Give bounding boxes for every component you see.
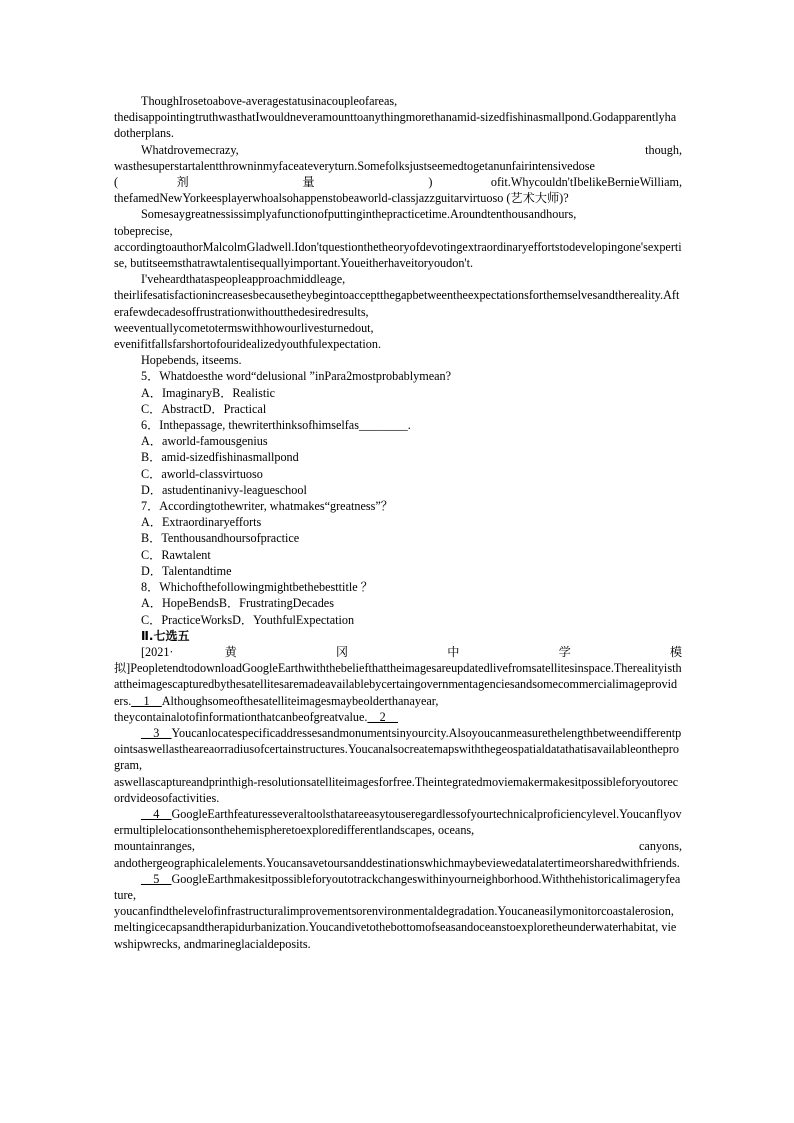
text-run: GoogleEarthfeaturesseveraltoolsthatareeasytouseregardlessofyourtechnicalproficiencylevel.Youcanflyovermultiplelocationsonthehemispheretoexploredifferentlandscapes, (114, 806, 682, 838)
section2-para-d (114, 871, 682, 903)
text-run: 中 (447, 644, 508, 659)
text-run: 学 (558, 644, 619, 659)
section2-para-c-line (114, 838, 682, 854)
question-6-stem: 6．Inthepassage, thewriterthinksofhimselfas________. (141, 418, 411, 433)
section2-para-d3: meltingicecapsandtherapidurbanization.Youcandivetothebottomofseasandoceanstoexploretheunderwaterhabitat, viewshipwrecks, andmarineglacialdeposits. (114, 920, 677, 951)
document-page (114, 93, 682, 952)
section2-para-c (114, 806, 682, 838)
text-run: oceans, (438, 823, 475, 838)
question-6-option[interactable]: B．amid-sizedfishinasmallpond (141, 450, 299, 465)
question-8-option[interactable]: C．PracticeWorksD．YouthfulExpectation (141, 612, 355, 627)
text-run: [2021· (141, 644, 174, 659)
text-run: 黄 (224, 644, 285, 659)
reading-p4-body: theirlifesatisfactionincreasesbecausetheybegintoacceptthegapbetweentheexpectationsforthemselvesandthereality.Afterafewdecadesoffrustrationwithoutthedesiredresults, (114, 288, 680, 319)
question-7-option[interactable]: D．Talentandtime (141, 563, 232, 578)
text-run: theycontainalotofinformationthatcanbeofgreatvalue. (114, 709, 368, 724)
blank-3[interactable]: __3__ (141, 725, 172, 740)
text-run: 量 (302, 175, 370, 190)
reading-p4-line1: I'veheardthataspeopleapproachmiddleage, (141, 272, 346, 287)
text-run: though, (645, 142, 682, 157)
question-8-stem: 8．Whichofthefollowingmightbethebesttitle ？ (141, 580, 373, 595)
blank-2[interactable]: __2__ (367, 709, 398, 724)
question-7-stem: 7．Accordingtothewriter, whatmakes“greatness”？ (141, 499, 393, 514)
reading-p4-line3: weeventuallycometotermswithhowourlivesturnedout, (114, 320, 374, 335)
reading-p3-line1: Somesaygreatnessissimplyafunctionofputtinginthepracticetime.Aroundtenthousandhours, (141, 207, 577, 222)
text-run: Whatdrovemecrazy, (141, 142, 239, 157)
text-run: mountainranges, (114, 839, 195, 854)
text-run: GoogleEarthmakesitpossibleforyoutotrackchangeswithinyourneighborhood.Withthehistoricalimageryfeature, (114, 871, 681, 902)
question-7-option[interactable]: B．Tenthousandhoursofpractice (141, 531, 300, 546)
text-run: ( (114, 175, 119, 190)
text-run: Youcanlocatespecificaddressesandmonumentsinyourcity.Alsoyoucanmeasurethelengthbetweendifferentpointsaswellastheareaorradiusofcertainstructures.Youcanalsocreatemapswiththegeospatialdatathatisavailableontheprogram, (114, 725, 682, 773)
reading-p1-line1: ThoughIrosetoabove-averagestatusinacoupleofareas, (141, 94, 398, 108)
reading-p5: Hopebends, itseems. (141, 353, 242, 368)
text-run: 模 (669, 644, 683, 659)
question-6-option[interactable]: A．aworld-famousgenius (141, 434, 268, 449)
question-7-option[interactable]: A．Extraordinaryefforts (141, 515, 262, 530)
reading-p2-line4: thefamedNewYorkeesplayerwhoalsohappenstobeaworld-classjazzguitarvirtuoso (艺术大师)? (114, 191, 569, 206)
text-run: 拟]PeopletendtodownloadGoogleEarthwiththebeliefthattheimagesareupdatedlivefromsatellitesinspace.Therealityisthattheimagescapturedbythesatellitesaremadeavailablebycertaingovernmentagenciesandsomecommercialimageproviders. (114, 661, 682, 708)
blank-5[interactable]: __5__ (141, 871, 172, 886)
question-8-option[interactable]: A．HopeBendsB．FrustratingDecades (141, 596, 334, 611)
section2-para-d2: youcanfindthelevelofinfrastructuralimprovementsorenvironmentaldegradation.Youcaneasilymonitorcoastalerosion, (114, 904, 674, 919)
reading-p2-line3 (114, 174, 682, 190)
section2-source-line (114, 644, 682, 660)
section2-para-c2: andothergeographicalelements.Youcansavetoursanddestinationswhichmaybeviewedatalatertimeorsharedwithfriends. (114, 855, 680, 870)
reading-p2-line1 (114, 142, 682, 158)
question-5-stem: 5．Whatdoesthe word“delusional ”inPara2mostprobablymean? (141, 369, 452, 384)
blank-4[interactable]: __4__ (141, 806, 172, 821)
reading-p3-body: accordingtoauthorMalcolmGladwell.Idon'tquestionthetheoryofdevotingextraordinaryeffortstodevelopingone'sexpertise, butitseemsthatrawtalentisequallyimportant.Youeitherhaveitoryoudon't. (114, 239, 682, 271)
text-run: canyons, (639, 839, 682, 854)
reading-p1-body: thedisappointingtruthwasthatIwouldneveramounttoanythingmorethanamid-sizedfishinasmallpond.Godapparentlyhadotherplans. (114, 110, 677, 141)
text-run: 冈 (335, 644, 397, 659)
section2-para-a-last (114, 709, 682, 725)
question-5-option[interactable]: A．ImaginaryB．Realistic (141, 385, 276, 400)
section2-para-b2: aswellascaptureandprinthigh-resolutionsatelliteimagesforfree.Theintegratedmoviemakermakesitpossibleforyoutorecordvideosofactivities. (114, 774, 679, 805)
question-6-option[interactable]: D．astudentinanivy-leagueschool (141, 482, 307, 497)
reading-p2-line2: wasthesuperstartalentthrowninmyfaceateveryturn.Somefolksjustseemedtogetanunfairintensivedose (114, 158, 595, 173)
reading-p3-line2: tobeprecise, (114, 223, 173, 238)
text-run: ofit.Whycouldn'tIbelikeBernieWilliam, (490, 175, 683, 190)
section2-para-b (114, 725, 682, 774)
text-run: ) (428, 175, 433, 190)
question-5-option[interactable]: C．AbstractD．Practical (141, 401, 267, 416)
reading-p4-line4: evenifitfallsfarshortofouridealizedyouthfulexpectation. (114, 337, 382, 352)
section2-para-a (114, 660, 682, 709)
question-7-option[interactable]: C．Rawtalent (141, 547, 211, 562)
text-run: Althoughsomeofthesatelliteimagesmaybeolderthanayear, (161, 693, 439, 708)
blank-1[interactable]: __1__ (131, 693, 162, 708)
section-heading: Ⅱ.七选五 (141, 628, 190, 643)
text-run: 剂 (176, 175, 245, 190)
question-6-option[interactable]: C．aworld-classvirtuoso (141, 466, 263, 481)
